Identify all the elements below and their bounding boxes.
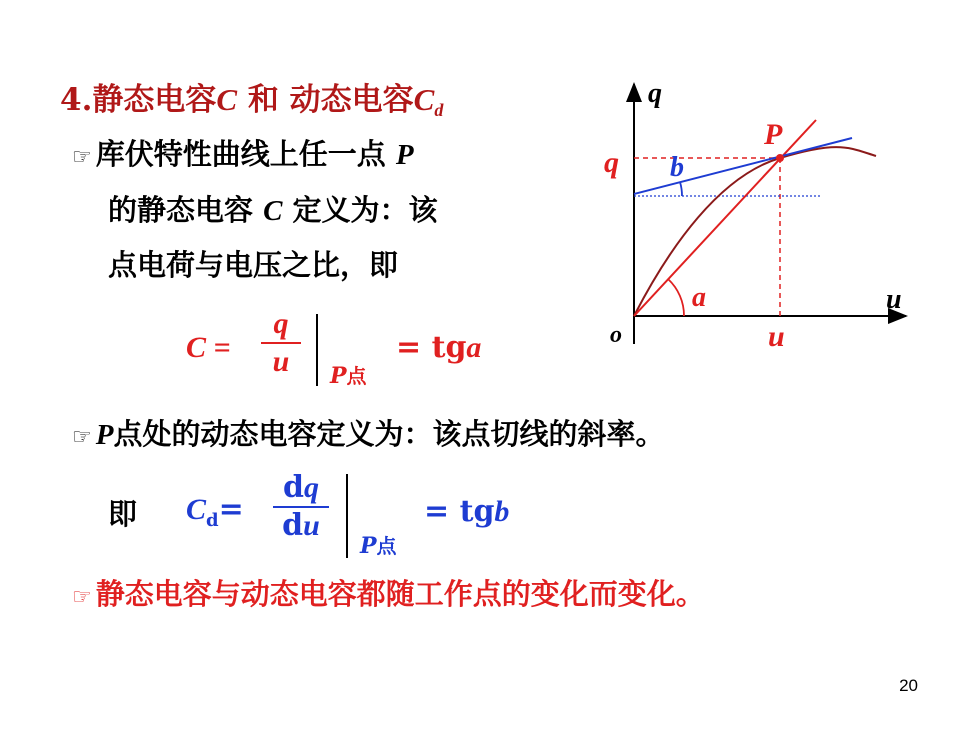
title-c-symbol: C — [216, 82, 238, 117]
dynamic-formula-eval-p: P — [360, 533, 377, 559]
dynamic-formula-den-u: u — [303, 509, 320, 542]
title-prefix: 4.静态电容 — [60, 82, 217, 118]
pointing-hand-icon: ☞ — [72, 585, 92, 610]
qu-characteristic-graph — [590, 76, 920, 366]
dynamic-formula-den-d: d — [282, 508, 304, 543]
dynamic-formula-lhs-eq: = — [218, 492, 244, 527]
static-formula-lhs — [186, 330, 231, 365]
dynamic-formula-num-d: d — [283, 470, 304, 505]
angle-b-label: b — [670, 152, 684, 183]
dynamic-formula-prefix: 即 — [108, 497, 138, 531]
dynamic-formula-fraction — [270, 470, 332, 544]
pointing-hand-icon: ☞ — [72, 145, 92, 170]
dynamic-formula-numerator — [270, 470, 332, 506]
pointing-hand-icon: ☞ — [72, 425, 92, 450]
static-def-point-p: P — [395, 139, 414, 171]
static-def-line2-rest: 定义为：该 — [282, 193, 438, 227]
page-number: 20 — [899, 676, 918, 695]
angle-a-arc — [668, 279, 684, 316]
title-mid: 和 动态电容 — [237, 82, 414, 118]
u-value-label: u — [768, 320, 785, 353]
dynamic-formula-eval-point — [360, 530, 397, 559]
static-def-c-symbol: C — [263, 195, 283, 227]
static-formula-eval-bar — [316, 314, 318, 386]
static-def-line3: 点电荷与电压之比，即 — [108, 248, 399, 282]
static-formula-fraction — [258, 306, 304, 380]
dynamic-formula-eval-pt: 点 — [376, 534, 397, 558]
static-def-line1-text: 库伏特性曲线上任一点 — [95, 137, 396, 171]
static-formula-numerator: q — [273, 307, 289, 340]
dynamic-def-text: 点处的动态电容定义为：该点切线的斜率。 — [113, 417, 665, 451]
static-formula-eval-p: P — [330, 363, 347, 389]
dynamic-formula-lhs — [186, 492, 244, 531]
q-axis-label: q — [648, 78, 662, 109]
secant-line — [634, 120, 816, 316]
dynamic-formula-rhs-text: = tg — [424, 494, 495, 529]
dynamic-formula-denominator — [270, 508, 332, 544]
static-formula-rhs-text: = tg — [396, 330, 467, 365]
dynamic-def-point-p: P — [95, 419, 114, 451]
static-formula-lhs-text: C = — [186, 331, 231, 364]
slide-title — [60, 74, 443, 121]
dynamic-formula-eval-bar — [346, 474, 348, 558]
dynamic-formula-lhs-sub: d — [206, 510, 219, 531]
point-p-dot — [776, 154, 784, 162]
tangent-line — [634, 138, 852, 194]
dynamic-formula-lhs-c: C — [186, 493, 207, 526]
static-formula-eval-point — [330, 360, 367, 389]
conclusion-line — [72, 572, 705, 613]
static-formula-denominator: u — [272, 345, 290, 378]
dynamic-formula-rhs-var: b — [494, 495, 510, 528]
title-cd-symbol: C — [413, 82, 435, 117]
title-cd-subscript: d — [434, 100, 444, 120]
angle-b-arc — [680, 182, 682, 196]
q-value-label: q — [604, 146, 619, 179]
static-def-line1 — [72, 132, 414, 173]
conclusion-text: 静态电容与动态电容都随工作点的变化而变化。 — [95, 577, 705, 611]
u-axis-label: u — [886, 284, 902, 315]
static-formula-rhs-var: a — [466, 331, 482, 364]
dynamic-formula-rhs — [424, 494, 509, 529]
static-def-line2 — [108, 188, 438, 229]
static-formula-rhs — [396, 330, 481, 365]
static-def-line2-text: 的静态电容 — [108, 193, 264, 227]
point-p-label: P — [764, 118, 783, 151]
static-formula-eval-pt: 点 — [346, 364, 367, 388]
dynamic-formula-num-q: q — [303, 471, 319, 504]
dynamic-def-line — [72, 412, 664, 453]
angle-a-label: a — [692, 282, 706, 313]
origin-label: o — [610, 322, 622, 348]
